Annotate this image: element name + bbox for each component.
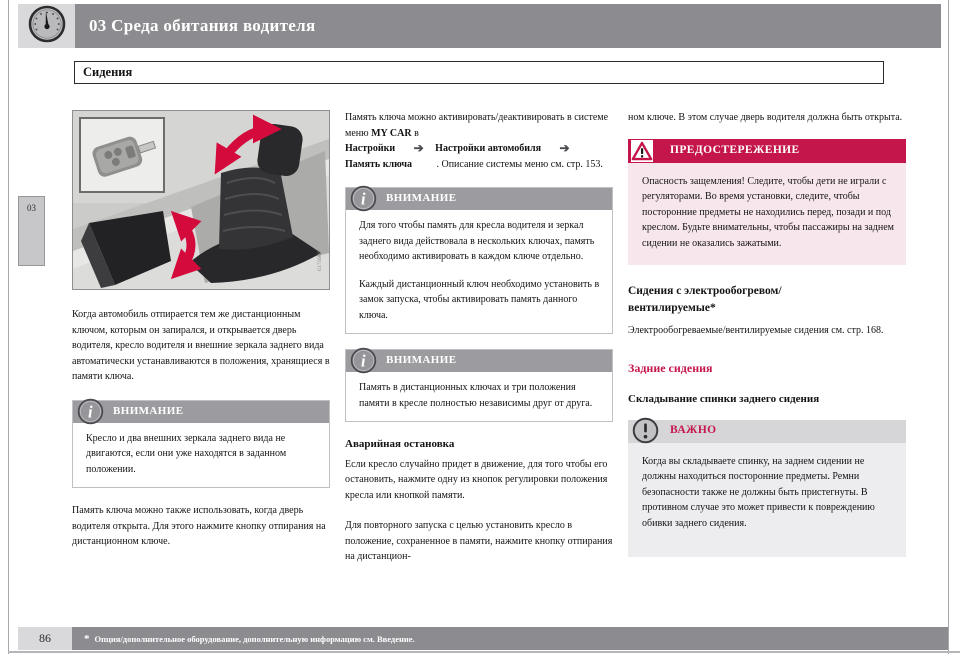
important-box-title: ВАЖНО — [670, 424, 717, 437]
page-edge-bottom — [8, 651, 960, 653]
important-box-text: Когда вы складываете спинку, на заднем сидении не должны находиться посторонние предметы. Ремни безопасности также не должны быть пристегнуты. В противном случае это может привести к повреждению обивки заднего сидения. — [642, 455, 875, 529]
exclamation-circle-icon — [632, 417, 659, 444]
important-box-body — [628, 443, 906, 558]
middle-paragraph-2: Для повторного запуска с целью установить кресло в положение, сохраненное в памяти, нажмите кнопку отпирания на дистанцион- — [345, 520, 613, 562]
page-footer — [18, 627, 948, 650]
note-box-1-title: ВНИМАНИЕ — [113, 404, 184, 417]
chapter-icon-box — [18, 4, 75, 48]
note-box-1 — [72, 400, 330, 489]
svg-text:i: i — [361, 351, 366, 371]
note-box-2-title: ВНИМАНИЕ — [386, 192, 457, 205]
important-box-header — [628, 420, 906, 443]
seat-figure — [72, 110, 330, 290]
note-box-2-text-2: Каждый дистанционный ключ необходимо установить в замок запуска, чтобы активировать память данного ключа. — [359, 278, 600, 321]
warning-box-title: ПРЕДОСТЕРЕЖЕНИЕ — [670, 143, 800, 156]
menu-intro: Память ключа можно активировать/деактивировать в системе меню — [345, 112, 609, 139]
info-icon — [77, 398, 104, 425]
heated-seats-heading — [628, 283, 906, 317]
note-box-3-title: ВНИМАНИЕ — [386, 354, 457, 367]
heated-seats-heading-line2: вентилируемые* — [628, 302, 716, 314]
note-box-3-text: Память в дистанционных ключах и три положения памяти в кресле полностью независимы друг от друга. — [359, 382, 593, 409]
menu-item-car-settings: Настройки автомобиля — [435, 143, 541, 154]
note-box-3 — [345, 349, 613, 422]
left-column — [72, 110, 330, 565]
chapter-title: 03 Среда обитания водителя — [89, 16, 316, 35]
page-edge-left — [8, 0, 9, 654]
footer-note: Опция/дополнительное оборудование, дополнительную информацию см. Введение. — [94, 633, 415, 644]
middle-paragraph-1: Если кресло случайно придет в движение, для того чтобы его остановить, нажмите одну из кнопок регулировки положения кресла или кнопкой памяти. — [345, 458, 608, 501]
page-edge-right — [948, 0, 949, 654]
note-box-2-text-1: Для того чтобы память для кресла водителя и зеркал заднего вида действовала в нескольких ключах, память необходимо активировать в каждом ключе отдельно. — [359, 220, 595, 262]
page-number: 86 — [39, 631, 51, 645]
note-box-3-header — [346, 350, 612, 372]
info-icon — [350, 347, 377, 374]
warning-triangle-icon — [631, 140, 653, 162]
warning-box — [628, 139, 906, 266]
svg-text:i: i — [361, 189, 366, 209]
note-box-1-header — [73, 401, 329, 423]
chapter-header — [18, 4, 941, 48]
note-box-2 — [345, 187, 613, 334]
section-title: Сидения — [83, 65, 133, 79]
footer-note-bar: * Опция/дополнительное оборудование, дополнительную информацию см. Введение. — [72, 627, 948, 650]
important-box — [628, 420, 906, 558]
emergency-stop-heading: Аварийная остановка — [345, 438, 455, 450]
middle-column — [345, 110, 613, 580]
left-paragraph-1: Когда автомобиль отпирается тем же дистанционным ключом, которым он запирался, и открывается дверь водителя, кресло водителя и внешние зеркала заднего вида автоматически устанавливаются в положения, хранящиеся в памяти ключа. — [72, 309, 330, 382]
chapter-title-bar — [75, 4, 941, 48]
menu-path-paragraph — [345, 110, 613, 172]
arrow-right-icon: ➔ — [559, 141, 570, 155]
menu-item-settings: Настройки — [345, 143, 396, 154]
continuation-paragraph: ном ключе. В этом случае дверь водителя должна быть открыта. — [628, 112, 903, 123]
note-box-1-text: Кресло и два внешних зеркала заднего вида не двигаются, если они уже находятся в заданном положении. — [86, 432, 287, 475]
left-paragraph-2: Память ключа можно также использовать, когда дверь водителя открыта. Для этого нажмите кнопку отпирания на дистанционном ключе. — [72, 505, 326, 547]
arrow-right-icon: ➔ — [413, 141, 424, 155]
fold-backrest-heading: Складывание спинки заднего сидения — [628, 393, 820, 405]
note-box-3-body — [346, 372, 612, 421]
page-number-box — [18, 627, 72, 650]
side-tab-label: 03 — [27, 203, 36, 213]
note-box-2-header — [346, 188, 612, 210]
note-box-1-body — [73, 423, 329, 488]
menu-connector: в — [414, 127, 419, 139]
my-car-label: MY CAR — [371, 127, 412, 139]
seat-illustration — [73, 111, 329, 289]
right-column — [628, 110, 906, 572]
rear-seats-heading: Задние сидения — [628, 360, 713, 375]
heated-seats-paragraph: Электрообогреваемые/вентилируемые сидения см. стр. 168. — [628, 325, 884, 336]
warning-box-header — [628, 139, 906, 163]
note-box-2-body — [346, 210, 612, 333]
figure-code: G1716887 — [318, 249, 323, 271]
info-icon — [350, 185, 377, 212]
section-title-box — [74, 61, 884, 84]
menu-item-key-memory: Память ключа — [345, 158, 412, 170]
menu-tail: . Описание системы меню см. стр. 153. — [436, 158, 603, 170]
chapter-side-tab — [18, 196, 45, 266]
gauge-icon — [27, 4, 67, 49]
heated-seats-heading-line1: Сидения с электрообогревом/ — [628, 285, 782, 297]
warning-box-text: Опасность защемления! Следите, чтобы дети не играли с регуляторами. Во время установки, следите, чтобы посторонние предметы не находились перед, позади и под креслом. Будьте внимательны, чтобы пассажиры на заднем сидении не оказались зажатыми. — [642, 175, 895, 249]
warning-box-body — [628, 163, 906, 266]
svg-text:i: i — [88, 401, 93, 421]
